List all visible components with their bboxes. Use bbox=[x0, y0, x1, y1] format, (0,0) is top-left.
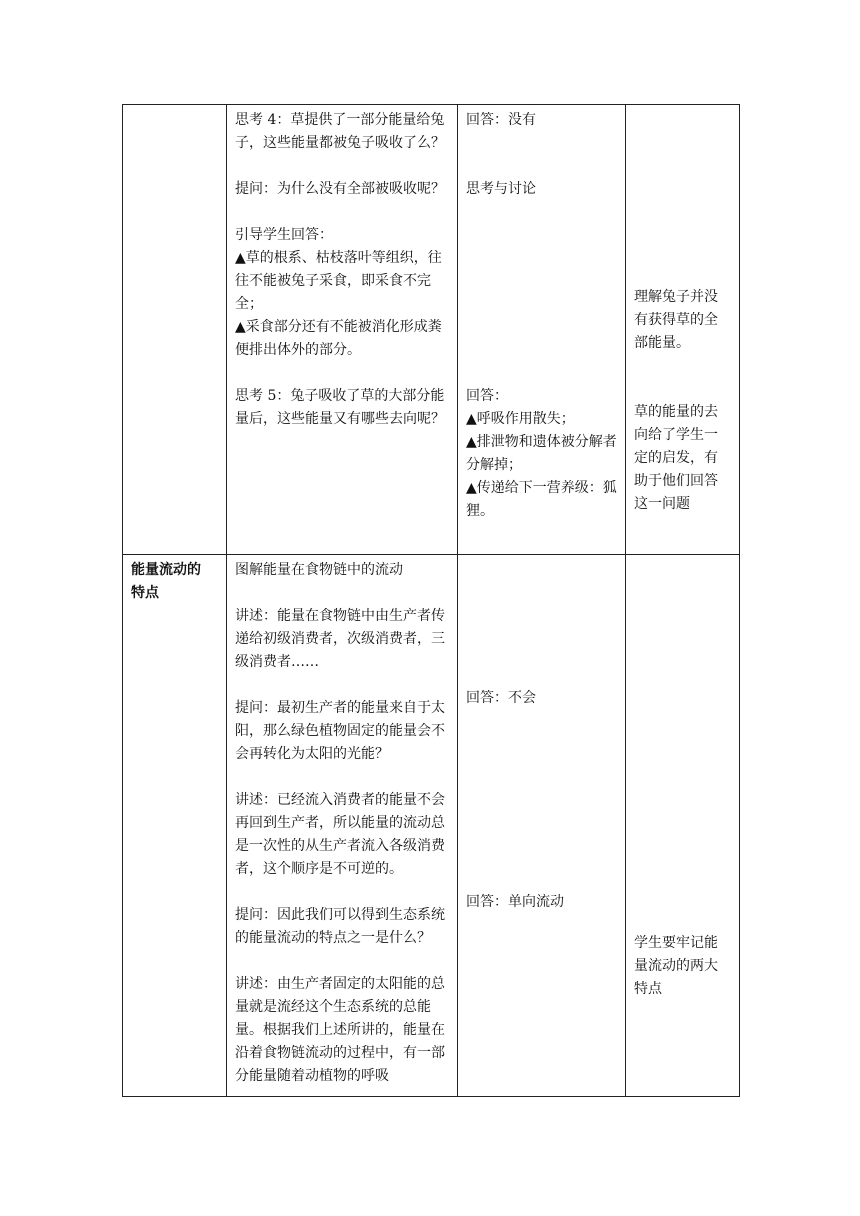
answer-point-3: ▲传递给下一营养级：狐狸。 bbox=[466, 480, 617, 519]
design-intent-cell bbox=[626, 105, 740, 555]
design-intent-cell bbox=[626, 555, 740, 1097]
stage-title-line-2: 特点 bbox=[131, 585, 159, 601]
intent-note: 理解兔子并没有获得草的全部能量。 bbox=[634, 289, 718, 351]
discussion-text: 思考与讨论 bbox=[466, 181, 536, 197]
lecture-text: 讲述：能量在食物链中由生产者传递给初级消费者，次级消费者，三级消费者…… bbox=[235, 608, 445, 670]
answer-label: 回答： bbox=[466, 388, 508, 404]
answer-text: 回答：单向流动 bbox=[466, 894, 564, 910]
question-text: 提问：因此我们可以得到生态系统的能量流动的特点之一是什么？ bbox=[235, 907, 445, 946]
stage-title-line-1: 能量流动的 bbox=[131, 562, 201, 578]
question-text: 提问：为什么没有全部被吸收呢？ bbox=[235, 181, 445, 197]
table-row bbox=[123, 555, 740, 1097]
stage-cell bbox=[123, 555, 227, 1097]
guide-text: 引导学生回答： bbox=[235, 227, 333, 243]
answer-point-2: ▲排泄物和遗体被分解者分解掉； bbox=[466, 434, 617, 473]
think-5-text: 思考 5：兔子吸收了草的大部分能量后，这些能量又有哪些去向呢？ bbox=[235, 388, 445, 427]
lecture-text: 讲述：已经流入消费者的能量不会再回到生产者，所以能量的流动总是一次性的从生产者流入各级消费者，这个顺序是不可逆的。 bbox=[235, 792, 445, 877]
student-activity-cell bbox=[458, 105, 626, 555]
intent-note: 草的能量的去向给了学生一定的启发，有助于他们回答这一问题 bbox=[634, 404, 718, 512]
lecture-text: 讲述：由生产者固定的太阳能的总量就是流经这个生态系统的总能量。根据我们上述所讲的，能量在沿着食物链流动的过程中，有一部分能量随着动植物的呼吸 bbox=[235, 976, 445, 1084]
lesson-plan-table bbox=[122, 104, 740, 1097]
stage-cell bbox=[123, 105, 227, 555]
answer-point-1: ▲呼吸作用散失； bbox=[466, 411, 575, 427]
intent-note: 学生要牢记能量流动的两大特点 bbox=[634, 935, 718, 997]
guide-point-2: ▲采食部分还有不能被消化形成粪便排出体外的部分。 bbox=[235, 319, 442, 358]
answer-text: 回答：没有 bbox=[466, 112, 536, 128]
think-4-text: 思考 4：草提供了一部分能量给兔子，这些能量都被兔子吸收了么？ bbox=[235, 112, 445, 151]
answer-text: 回答：不会 bbox=[466, 690, 536, 706]
diagram-text: 图解能量在食物链中的流动 bbox=[235, 562, 403, 578]
teacher-activity-cell bbox=[227, 105, 458, 555]
guide-point-1: ▲草的根系、枯枝落叶等组织，往往不能被兔子采食，即采食不完全； bbox=[235, 250, 442, 312]
table-row bbox=[123, 105, 740, 555]
question-text: 提问：最初生产者的能量来自于太阳，那么绿色植物固定的能量会不会再转化为太阳的光能？ bbox=[235, 700, 445, 762]
student-activity-cell bbox=[458, 555, 626, 1097]
teacher-activity-cell bbox=[227, 555, 458, 1097]
